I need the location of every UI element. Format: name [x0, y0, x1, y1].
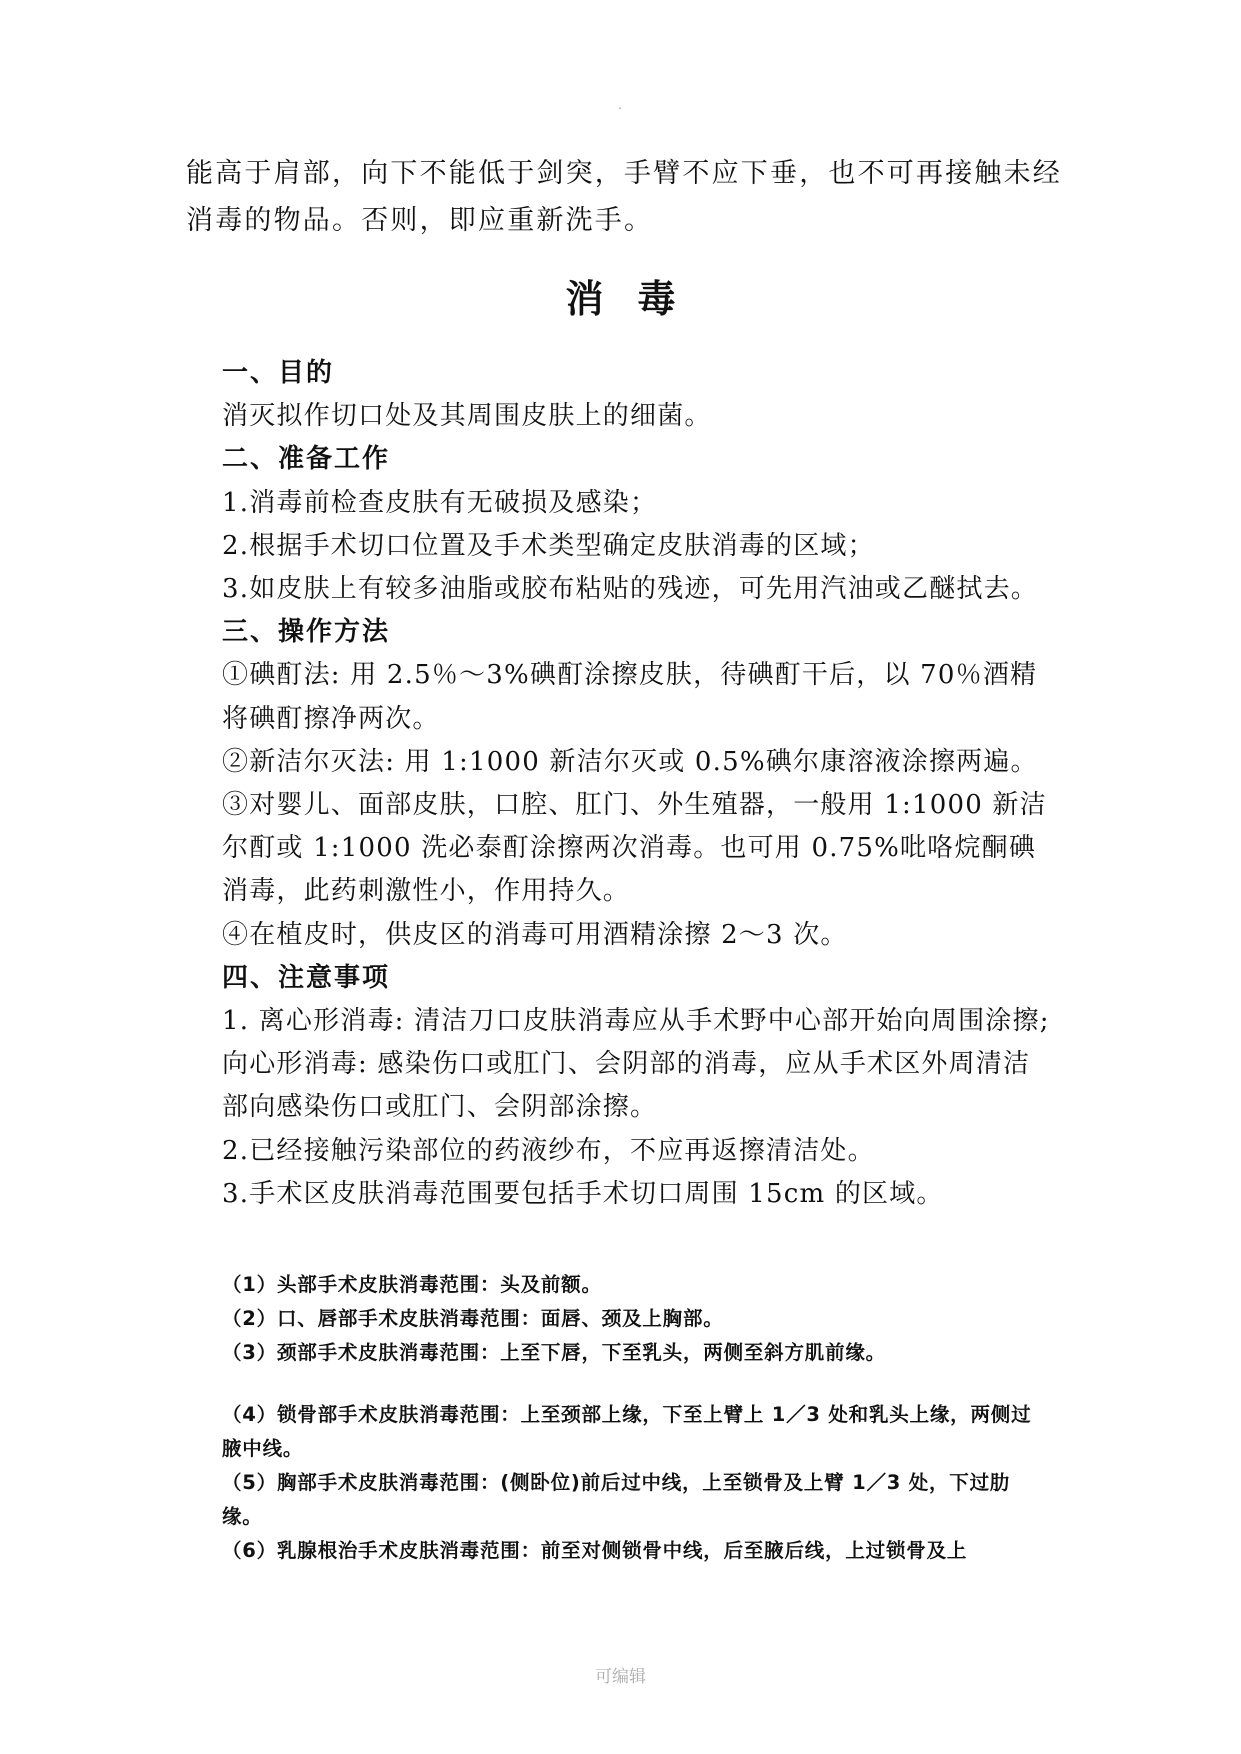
range-item-chest: （5）胸部手术皮肤消毒范围：(侧卧位)前后过中线，上至锁骨及上臂 1／3 处，下过肋缘。: [222, 1471, 1011, 1528]
section-heading-purpose: 一、目的: [222, 358, 335, 388]
main-body: [222, 352, 1052, 1216]
notes-line-1: 1. 离心形消毒: 清洁刀口皮肤消毒应从手术野中心部开始向周围涂擦; 向心形消毒: 感染伤口或肛门、会阴部的消毒，应从手术区外周清洁部向感染伤口或肛门、会阴部涂擦。: [222, 1006, 1050, 1123]
intro-paragraph: 能高于肩部，向下不能低于剑突，手臂不应下垂，也不可再接触未经消毒的物品。否则，即应重新洗手。: [186, 158, 1062, 236]
notes-line-2: 2.已经接触污染部位的药液纱布，不应再返擦清洁处。: [222, 1135, 875, 1166]
range-item-lip: （2）口、唇部手术皮肤消毒范围：面唇、颈及上胸部。: [222, 1307, 724, 1330]
notes-line-3: 3.手术区皮肤消毒范围要包括手术切口周围 15cm 的区域。: [222, 1178, 944, 1209]
section-heading-notes: 四、注意事项: [222, 962, 391, 993]
method-line-2: ②新洁尔灭法: 用 1:1000 新洁尔灭或 0.5%碘尔康溶液涂擦两遍。: [222, 746, 1038, 777]
preparation-line-3: 3.如皮肤上有较多油脂或胶布粘贴的残迹，可先用汽油或乙醚拭去。: [222, 574, 1039, 605]
preparation-line-1: 1.消毒前检查皮肤有无破损及感染；: [222, 487, 658, 518]
disinfection-ranges: [222, 1268, 1042, 1568]
method-line-1: ①碘酊法: 用 2.5％～3%碘酊涂擦皮肤，待碘酊干后，以 70％酒精将碘酊擦净两次。: [222, 660, 1038, 734]
footer-label: 可编辑: [595, 1667, 646, 1686]
page-title: 消毒: [565, 277, 710, 321]
range-item-head: （1）头部手术皮肤消毒范围：头及前额。: [222, 1273, 602, 1296]
header-mark: .: [618, 96, 622, 112]
range-item-breast: （6）乳腺根治手术皮肤消毒范围：前至对侧锁骨中线，后至腋后线，上过锁骨及上: [222, 1539, 968, 1562]
method-line-4: ④在植皮时，供皮区的消毒可用酒精涂擦 2～3 次。: [222, 919, 848, 950]
section-heading-method: 三、操作方法: [222, 617, 391, 648]
section-heading-preparation: 二、准备工作: [222, 444, 391, 475]
method-line-3: ③对婴儿、面部皮肤，口腔、肛门、外生殖器，一般用 1:1000 新洁尔酊或 1:1000 洗必泰酊涂擦两次消毒。也可用 0.75%吡咯烷酮碘消毒，此药刺激性小，作用持久。: [222, 790, 1047, 907]
range-item-clavicle: （4）锁骨部手术皮肤消毒范围：上至颈部上缘，下至上臂上 1／3 处和乳头上缘，两侧过腋中线。: [222, 1403, 1032, 1460]
preparation-line-2: 2.根据手术切口位置及手术类型确定皮肤消毒的区域；: [222, 530, 875, 561]
range-item-neck: （3）颈部手术皮肤消毒范围：上至下唇，下至乳头，两侧至斜方肌前缘。: [222, 1341, 886, 1364]
purpose-line: 消灭拟作切口处及其周围皮肤上的细菌。: [222, 401, 712, 432]
